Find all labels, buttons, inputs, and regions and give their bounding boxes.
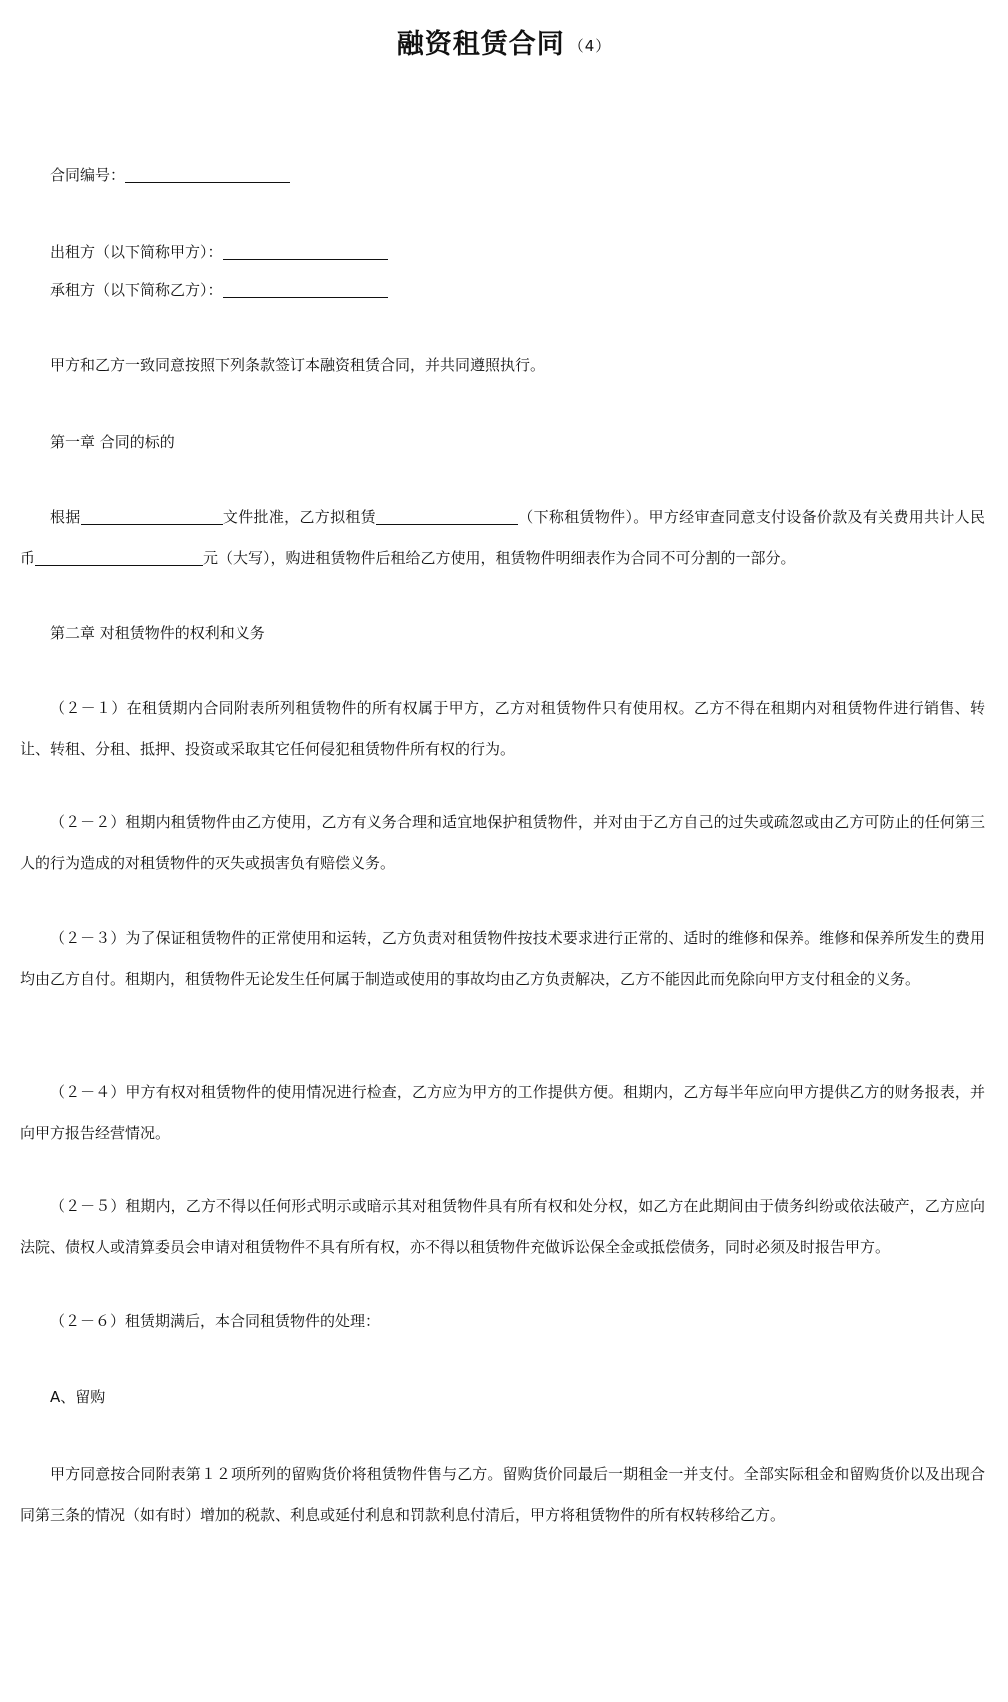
chapter2-heading: 第二章 对租赁物件的权利和义务	[50, 624, 265, 642]
title-text: 融资租赁合同	[396, 29, 565, 60]
lessee-label: 承租方（以下简称乙方）：	[50, 281, 223, 299]
lessee-blank	[223, 296, 388, 298]
chapter1-paragraph	[20, 497, 985, 579]
option-a-heading: A、留购	[50, 1388, 106, 1406]
clause-2-3: （２－３）为了保证租赁物件的正常使用和运转，乙方负责对租赁物件按技术要求进行正常的、适时的维修和保养。维修和保养所发生的费用均由乙方自付。租期内，租赁物件无论发生任何属于制造或使用的事故均由乙方负责解决，乙方不能因此而免除向甲方支付租金的义务。	[20, 929, 985, 988]
chapter1-text-4: 元（大写），购进租赁物件后租给乙方使用，租赁物件明细表作为合同不可分割的一部分。	[203, 549, 796, 567]
lessor-label: 出租方（以下简称甲方）：	[50, 243, 223, 261]
clause-2-2: （２－２）租期内租赁物件由乙方使用，乙方有义务合理和适宜地保护租赁物件，并对由于乙方自己的过失或疏忽或由乙方可防止的任何第三人的行为造成的对租赁物件的灭失或损害负有赔偿义务。	[20, 813, 985, 872]
chapter1-heading: 第一章 合同的标的	[50, 433, 175, 451]
contract-number-label: 合同编号：	[50, 166, 126, 184]
chapter1-text-3: （下称租赁物件）。甲方经审查同意支付设备价款及有关费用共计人民币	[20, 508, 985, 567]
intro-paragraph: 甲方和乙方一致同意按照下列条款签订本融资租赁合同，并共同遵照执行。	[50, 356, 546, 374]
lease-item-blank	[376, 523, 518, 525]
final-paragraph: 甲方同意按合同附表第１２项所列的留购货价将租赁物件售与乙方。留购货价同最后一期租金一并支付。全部实际租金和留购货价以及出现合同第三条的情况（如有时）增加的税款、利息或延付利息和罚款利息付清后，甲方将租赁物件的所有权转移给乙方。	[20, 1465, 985, 1524]
lessee-line	[50, 279, 388, 300]
chapter1-text-2: 文件批准，乙方拟租赁	[222, 508, 376, 526]
clause-2-1: （２－１）在租赁期内合同附表所列租赁物件的所有权属于甲方，乙方对租赁物件只有使用权。乙方不得在租期内对租赁物件进行销售、转让、转租、分租、抵押、投资或采取其它任何侵犯租赁物件所有权的行为。	[20, 699, 985, 758]
chapter1-text-1: 根据	[50, 508, 81, 526]
clause-2-6: （２－６）租赁期满后，本合同租赁物件的处理：	[50, 1312, 381, 1330]
clause-2-5: （２－５）租期内，乙方不得以任何形式明示或暗示其对租赁物件具有所有权和处分权，如乙方在此期间由于债务纠纷或依法破产，乙方应向法院、债权人或清算委员会申请对租赁物件不具有所有权，亦不得以租赁物件充做诉讼保全金或抵偿债务，同时必须及时报告甲方。	[20, 1197, 985, 1256]
document-title	[0, 22, 1008, 61]
lessor-blank	[223, 258, 388, 260]
amount-blank	[35, 564, 203, 566]
contract-number-blank	[125, 181, 290, 183]
approval-doc-blank	[81, 523, 223, 525]
clause-2-4: （２－４）甲方有权对租赁物件的使用情况进行检查，乙方应为甲方的工作提供方便。租期内，乙方每半年应向甲方提供乙方的财务报表，并向甲方报告经营情况。	[20, 1083, 985, 1142]
contract-number-line	[50, 164, 290, 185]
lessor-line	[50, 241, 388, 262]
title-number: （4）	[568, 37, 612, 55]
